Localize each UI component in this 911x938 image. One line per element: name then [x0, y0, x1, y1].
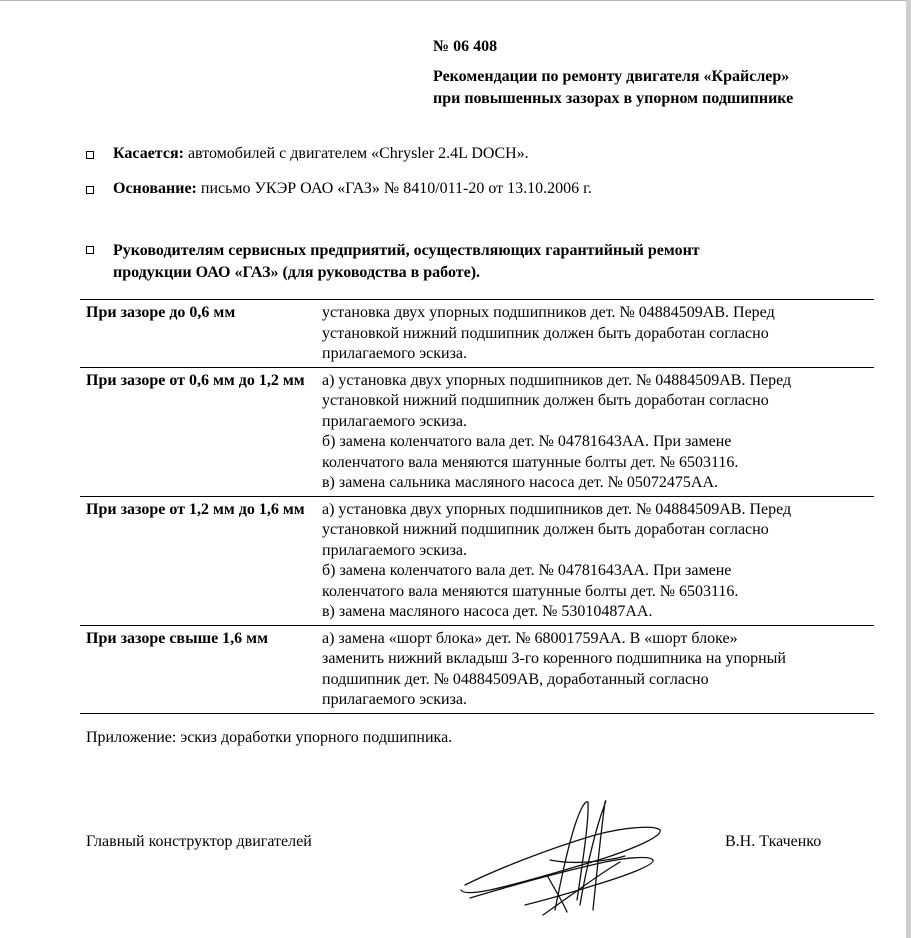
table-row: [80, 300, 874, 368]
checkbox-bullet-icon: [86, 186, 94, 194]
repair-action-line: установка двух упорных подшипников дет. № 04884509АВ. Перед: [322, 304, 775, 321]
repair-action-line: б) замена коленчатого вала дет. № 04781643АА. При замене: [322, 433, 732, 450]
repair-action-line: установкой нижний подшипник должен быть доработан согласно: [322, 324, 769, 342]
concerns-text: автомобилей с двигателем «Chrysler 2.4L DOCH».: [183, 145, 529, 162]
repair-action-line: в) замена масляного насоса дет. № 53010487АА.: [322, 603, 653, 620]
repair-action-line: прилагаемого эскиза.: [322, 345, 467, 362]
repair-actions-cell: [312, 625, 874, 713]
concerns-label: Касается:: [113, 145, 184, 162]
table-row: [80, 367, 874, 496]
repair-action-line: б) замена коленчатого вала дет. № 04781643АА. При замене: [322, 562, 732, 579]
handwritten-signature: [455, 790, 670, 930]
recommendations-table: [80, 299, 874, 714]
managers-line-2: продукции ОАО «ГАЗ» (для руководства в работе).: [113, 264, 481, 281]
repair-action-line: прилагаемого эскиза.: [322, 412, 467, 430]
repair-action-line: заменить нижний вкладыш 3-го коренного подшипника на упорный: [322, 650, 786, 667]
document-number: № 06 408: [433, 38, 498, 55]
repair-actions-cell: [312, 367, 874, 496]
repair-action-line: коленчатого вала меняются шатунные болты дет. № 6503116.: [322, 453, 739, 471]
repair-action-line: прилагаемого эскиза.: [322, 691, 467, 708]
repair-action-line: установкой нижний подшипник должен быть доработан согласно: [322, 521, 769, 538]
table-row: [80, 496, 874, 625]
gap-condition-cell: При зазоре от 0,6 мм до 1,2 мм: [86, 371, 305, 389]
document-title-line-2: при повышенных зазорах в упорном подшипнике: [433, 90, 794, 107]
document-title: [433, 66, 793, 110]
signer-role: Главный конструктор двигателей: [86, 833, 312, 850]
basis-text: письмо УКЭР ОАО «ГАЗ» № 8410/011-20 от 13.10.2006 г.: [196, 180, 592, 197]
repair-action-line: а) замена «шорт блока» дет. № 68001759АА. В «шорт блоке»: [322, 629, 738, 647]
repair-action-line: а) установка двух упорных подшипников дет. № 04884509АВ. Перед: [322, 371, 792, 389]
page-top-edge: [0, 0, 906, 1]
repair-action-line: подшипник дет. № 04884509АВ, доработанный согласно: [322, 670, 709, 688]
appendix-note: Приложение: эскиз доработки упорного подшипника.: [86, 729, 453, 746]
table-row: [80, 625, 874, 713]
gap-condition-cell: При зазоре до 0,6 мм: [86, 304, 236, 321]
managers-line-1: Руководителям сервисных предприятий, осуществляющих гарантийный ремонт: [113, 242, 700, 259]
repair-action-line: а) установка двух упорных подшипников дет. № 04884509АВ. Перед: [322, 500, 792, 518]
repair-action-line: в) замена сальника масляного насоса дет. № 05072475АА.: [322, 474, 719, 491]
document-title-line-1: Рекомендации по ремонту двигателя «Крайслер»: [433, 68, 790, 85]
repair-action-line: коленчатого вала меняются шатунные болты дет. № 6503116.: [322, 582, 739, 600]
signer-name: В.Н. Ткаченко: [725, 833, 822, 850]
checkbox-bullet-icon: [86, 151, 94, 159]
gap-condition-cell: При зазоре от 1,2 мм до 1,6 мм: [86, 500, 305, 518]
repair-action-line: прилагаемого эскиза.: [322, 541, 467, 559]
repair-actions-cell: [312, 300, 874, 368]
basis-label: Основание:: [113, 180, 197, 197]
page-right-edge: [906, 0, 911, 938]
checkbox-bullet-icon: [86, 246, 94, 254]
gap-condition-cell: При зазоре свыше 1,6 мм: [86, 629, 268, 647]
repair-action-line: установкой нижний подшипник должен быть доработан согласно: [322, 392, 769, 409]
repair-actions-cell: [312, 496, 874, 625]
